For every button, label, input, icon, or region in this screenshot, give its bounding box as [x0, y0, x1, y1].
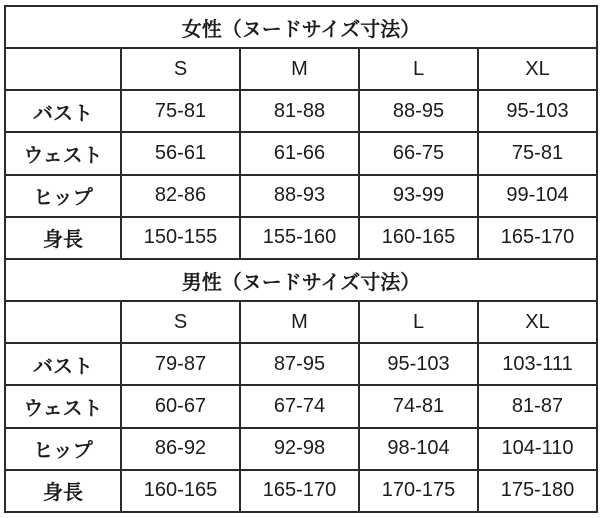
size-cell: 56-61: [121, 132, 240, 174]
size-cell: 75-81: [121, 90, 240, 132]
men-title-row: [5, 259, 597, 301]
size-header-m: M: [240, 301, 359, 343]
section-title-women: 女性（ヌードサイズ寸法）: [5, 6, 597, 48]
size-cell: 175-180: [478, 470, 597, 512]
size-cell: 99-104: [478, 175, 597, 217]
men-header-row: [5, 301, 597, 343]
table-row: [5, 217, 597, 259]
size-cell: 155-160: [240, 217, 359, 259]
size-cell: 66-75: [359, 132, 478, 174]
size-header-s: S: [121, 301, 240, 343]
size-header-s: S: [121, 48, 240, 90]
size-cell: 81-87: [478, 385, 597, 427]
size-header-xl: XL: [478, 301, 597, 343]
size-cell: 86-92: [121, 428, 240, 470]
corner-cell: [5, 301, 121, 343]
table-row: [5, 90, 597, 132]
size-header-xl: XL: [478, 48, 597, 90]
size-cell: 74-81: [359, 385, 478, 427]
row-label-hip: ヒップ: [5, 175, 121, 217]
table-row: [5, 428, 597, 470]
size-cell: 92-98: [240, 428, 359, 470]
table-row: [5, 175, 597, 217]
size-table: [4, 5, 598, 513]
women-header-row: [5, 48, 597, 90]
size-cell: 60-67: [121, 385, 240, 427]
size-header-l: L: [359, 48, 478, 90]
size-cell: 81-88: [240, 90, 359, 132]
size-header-m: M: [240, 48, 359, 90]
row-label-waist: ウェスト: [5, 385, 121, 427]
size-cell: 95-103: [478, 90, 597, 132]
row-label-height: 身長: [5, 217, 121, 259]
table-row: [5, 132, 597, 174]
table-row: [5, 385, 597, 427]
row-label-bust: バスト: [5, 90, 121, 132]
women-title-row: [5, 6, 597, 48]
row-label-bust: バスト: [5, 343, 121, 385]
size-cell: 150-155: [121, 217, 240, 259]
size-cell: 61-66: [240, 132, 359, 174]
section-title-men: 男性（ヌードサイズ寸法）: [5, 259, 597, 301]
row-label-height: 身長: [5, 470, 121, 512]
row-label-hip: ヒップ: [5, 428, 121, 470]
size-cell: 88-95: [359, 90, 478, 132]
corner-cell: [5, 48, 121, 90]
size-cell: 98-104: [359, 428, 478, 470]
size-cell: 103-111: [478, 343, 597, 385]
size-cell: 82-86: [121, 175, 240, 217]
size-cell: 67-74: [240, 385, 359, 427]
size-cell: 165-170: [240, 470, 359, 512]
size-cell: 160-165: [121, 470, 240, 512]
size-cell: 165-170: [478, 217, 597, 259]
size-cell: 75-81: [478, 132, 597, 174]
row-label-waist: ウェスト: [5, 132, 121, 174]
size-cell: 95-103: [359, 343, 478, 385]
size-cell: 87-95: [240, 343, 359, 385]
size-cell: 170-175: [359, 470, 478, 512]
size-cell: 79-87: [121, 343, 240, 385]
size-header-l: L: [359, 301, 478, 343]
size-cell: 88-93: [240, 175, 359, 217]
table-row: [5, 470, 597, 512]
size-cell: 93-99: [359, 175, 478, 217]
size-cell: 104-110: [478, 428, 597, 470]
table-row: [5, 343, 597, 385]
size-cell: 160-165: [359, 217, 478, 259]
